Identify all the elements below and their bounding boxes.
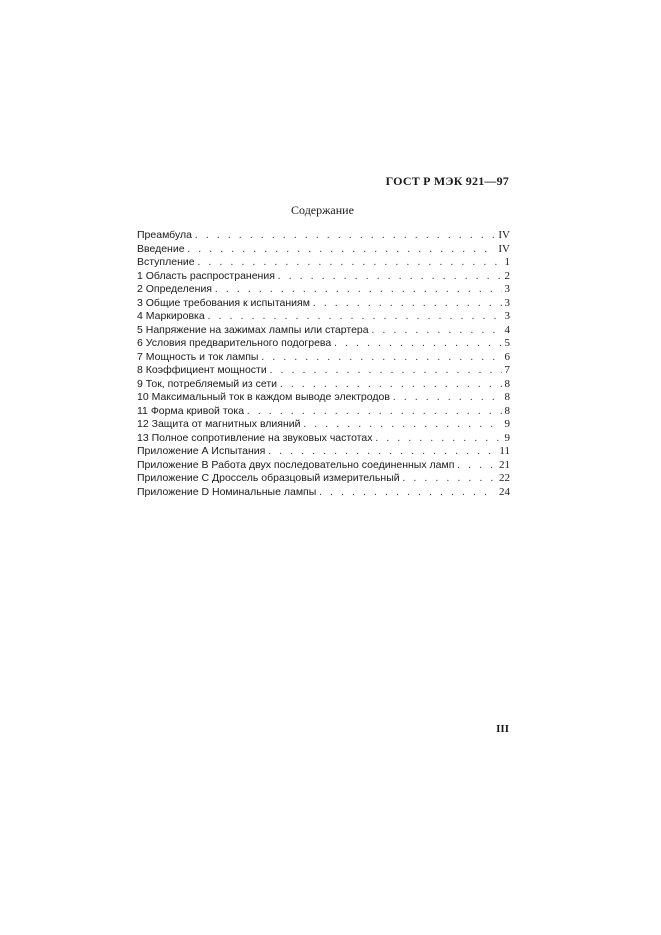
toc-entry-label: Преамбула bbox=[137, 229, 192, 241]
toc-leader-dots bbox=[268, 445, 496, 459]
document-code: ГОСТ Р МЭК 921—97 bbox=[385, 174, 509, 188]
toc-entry-foreword[interactable] bbox=[137, 256, 510, 270]
toc-leader-dots bbox=[188, 243, 496, 257]
toc-entry-section-6[interactable] bbox=[137, 337, 510, 351]
toc-leader-dots bbox=[319, 486, 496, 500]
toc-entry-appendix-d[interactable] bbox=[137, 486, 510, 500]
toc-entry-section-13[interactable] bbox=[137, 432, 510, 446]
toc-entry-label: 13 Полное сопротивление на звуковых частотах bbox=[137, 431, 373, 444]
toc-entry-page: 8 bbox=[504, 404, 510, 417]
toc-leader-dots bbox=[280, 378, 501, 392]
toc-entry-section-7[interactable] bbox=[137, 351, 510, 365]
toc-entry-page: 5 bbox=[504, 337, 510, 349]
toc-entry-label: 7 Мощность и ток лампы bbox=[137, 350, 259, 363]
toc-entry-page: IV bbox=[498, 229, 510, 241]
toc-entry-label: Приложение С Дроссель образцовый измерительный bbox=[137, 472, 400, 484]
toc-entry-appendix-b[interactable] bbox=[137, 459, 510, 473]
toc-entry-section-10[interactable] bbox=[137, 391, 510, 405]
toc-leader-dots bbox=[375, 432, 501, 446]
toc-entry-label: Приложение D Номинальные лампы bbox=[137, 485, 317, 498]
toc-leader-dots bbox=[215, 283, 502, 297]
toc-leader-dots bbox=[393, 391, 502, 405]
toc-leader-dots bbox=[270, 364, 502, 378]
toc-entry-page: 3 bbox=[504, 296, 510, 309]
toc-entry-label: 12 Защита от магнитных влияний bbox=[137, 418, 301, 430]
toc-entry-page: 24 bbox=[499, 485, 510, 498]
toc-leader-dots bbox=[247, 405, 501, 419]
toc-leader-dots bbox=[372, 324, 502, 338]
toc-entry-page: 6 bbox=[504, 350, 510, 363]
toc-entry-label: 10 Максимальный ток в каждом выводе электродов bbox=[137, 391, 390, 403]
toc-entry-section-12[interactable] bbox=[137, 418, 510, 432]
toc-entry-section-1[interactable] bbox=[137, 270, 510, 284]
toc-entry-page: 21 bbox=[499, 458, 510, 471]
toc-entry-page: 9 bbox=[504, 418, 510, 430]
toc-entry-label: 6 Условия предварительного подогрева bbox=[137, 337, 332, 349]
toc-entry-section-11[interactable] bbox=[137, 405, 510, 419]
toc-entry-page: 2 bbox=[504, 269, 510, 282]
toc-leader-dots bbox=[198, 256, 502, 270]
toc-entry-page: IV bbox=[498, 242, 510, 255]
toc-leader-dots bbox=[195, 229, 495, 243]
toc-entry-section-5[interactable] bbox=[137, 324, 510, 338]
toc-entry-label: 2 Определения bbox=[137, 283, 212, 295]
toc-entry-appendix-c[interactable] bbox=[137, 472, 510, 486]
toc-leader-dots bbox=[334, 337, 501, 351]
toc-entry-section-2[interactable] bbox=[137, 283, 510, 297]
table-of-contents bbox=[137, 229, 510, 499]
toc-entry-page: 8 bbox=[504, 377, 510, 390]
toc-leader-dots bbox=[208, 310, 502, 324]
toc-entry-page: 7 bbox=[504, 364, 510, 376]
toc-entry-page: 11 bbox=[499, 445, 510, 457]
toc-leader-dots bbox=[313, 297, 502, 311]
toc-entry-label: 11 Форма кривой тока bbox=[137, 404, 245, 417]
toc-entry-page: 3 bbox=[504, 310, 510, 322]
toc-entry-label: Приложение В Работа двух последовательно соединенных ламп bbox=[137, 458, 455, 471]
toc-entry-appendix-a[interactable] bbox=[137, 445, 510, 459]
toc-entry-page: 8 bbox=[504, 391, 510, 403]
toc-entry-section-9[interactable] bbox=[137, 378, 510, 392]
toc-entry-label: Приложение А Испытания bbox=[137, 445, 266, 457]
toc-entry-preamble[interactable] bbox=[137, 229, 510, 243]
toc-entry-introduction[interactable] bbox=[137, 243, 510, 257]
toc-leader-dots bbox=[403, 472, 496, 486]
toc-entry-page: 4 bbox=[504, 323, 510, 336]
toc-entry-label: Вступление bbox=[137, 256, 195, 268]
toc-entry-label: 3 Общие требования к испытаниям bbox=[137, 296, 310, 309]
toc-entry-label: 5 Напряжение на зажимах лампы или стартера bbox=[137, 323, 369, 336]
toc-entry-label: 4 Маркировка bbox=[137, 310, 205, 322]
toc-leader-dots bbox=[457, 459, 496, 473]
toc-entry-page: 1 bbox=[504, 256, 510, 268]
toc-entry-label: Введение bbox=[137, 242, 185, 255]
toc-entry-page: 22 bbox=[499, 472, 510, 484]
toc-entry-section-8[interactable] bbox=[137, 364, 510, 378]
toc-entry-section-3[interactable] bbox=[137, 297, 510, 311]
toc-entry-page: 3 bbox=[504, 283, 510, 295]
toc-leader-dots bbox=[261, 351, 501, 365]
toc-entry-section-4[interactable] bbox=[137, 310, 510, 324]
page-number: III bbox=[496, 723, 509, 735]
toc-entry-page: 9 bbox=[504, 431, 510, 444]
toc-leader-dots bbox=[278, 270, 502, 284]
toc-leader-dots bbox=[303, 418, 501, 432]
toc-entry-label: 8 Коэффициент мощности bbox=[137, 364, 267, 376]
toc-entry-label: 9 Ток, потребляемый из сети bbox=[137, 377, 278, 390]
toc-entry-label: 1 Область распространения bbox=[137, 269, 275, 282]
toc-title: Содержание bbox=[291, 203, 354, 217]
